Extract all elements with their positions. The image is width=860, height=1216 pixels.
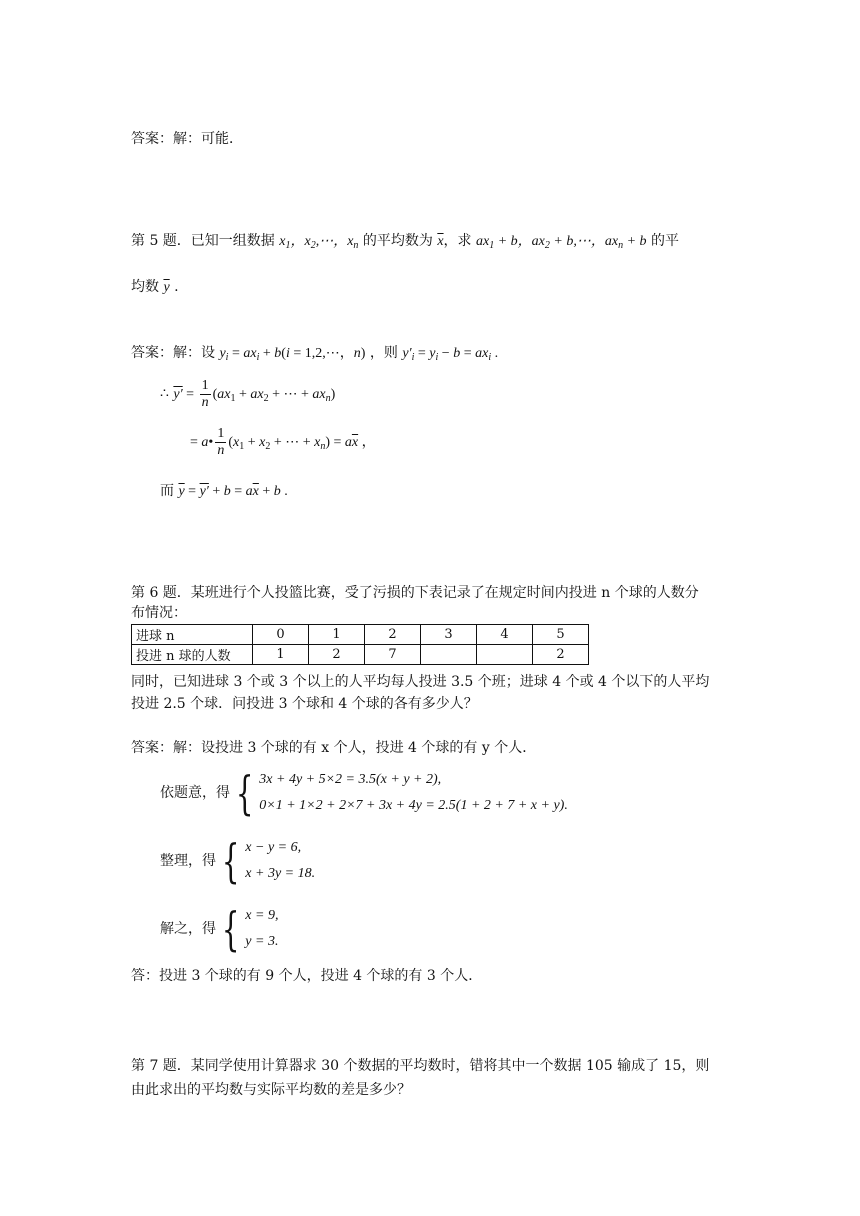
table-cell: 2 [365,625,421,645]
q5-xbar: $\overline{x}$ [437,234,444,249]
question-5-line-1 [131,231,679,252]
ans5-and: 而 [160,483,174,499]
table-cell: 1 [253,645,309,665]
ans6-eq-1a: 3x + 4y + 5×2 = 3.5(x + y + 2), [259,772,442,787]
left-brace: { [235,766,254,820]
ans5-eq1: y′ = $\frac{1}{n}$ ($ax_1 + ax_2$ + ⋯ + $ax_n$) [173,378,336,410]
score-table [131,624,589,665]
therefore-symbol: ∴ [160,385,169,402]
answer-5-line-1 [131,343,498,364]
ans5-eq3: $\overline{y} = y' + b = a\overline{x} + b$ . [178,484,288,499]
ans6-system-3 [160,903,278,955]
table-cell: 2 [533,645,589,665]
table-cell: 进球 n [132,625,253,645]
left-brace: { [221,834,240,888]
q6-line-3: 同时，已知进球 3 个或 3 个以上的人平均每人投进 3.5 个班；进球 4 个或 4 个以下的人平均 [131,674,710,690]
q5-line2: 均数 [131,279,159,295]
ans6-line-1: 答案：解：设投进 3 个球的有 x 个人，投进 4 个球的有 y 个人． [131,740,537,756]
q5-transformed-list: $ax_1 + b$，$ax_2$ + b,⋯，$ax_n + b$ [476,234,647,251]
ans6-system-2 [160,835,315,887]
ans6-eq-1b: 0×1 + 1×2 + 2×7 + 3x + 4y = 2.5(1 + 2 + 7 + x + y). [259,798,568,813]
ans6-label-3: 解之，得 [160,921,216,937]
table-cell: 7 [365,645,421,665]
table-cell: 0 [253,625,309,645]
ans5-def: $y_i = ax_i + b(i$ = 1,2,⋯，n) [219,346,366,363]
q5-mid: 的平均数为 [362,233,433,249]
ans6-eq-2a: x − y = 6, [245,840,302,855]
q6-line-4: 投进 2.5 个球．问投进 3 个球和 4 个球的各有多少人？ [131,696,478,712]
q6-line-2: 布情况： [131,605,187,621]
ans5-yprime: $y'_i = y_i - b = ax_i$ . [402,346,499,363]
q5-mid2: ，求 [443,233,472,249]
table-cell: 2 [309,645,365,665]
q5-ybar: $\overline{y}$ [163,280,170,295]
q6-line-1: 第 6 题．某班进行个人投篮比赛，受了污损的下表记录了在规定时间内投进 n 个球的人数分 [131,585,699,601]
answer-5-line-4 [160,481,288,502]
table-cell: 5 [533,625,589,645]
q7-line-1: 第 7 题．某同学使用计算器求 30 个数据的平均数时，错将其中一个数据 105 输成了 15，则 [131,1058,710,1074]
ans5-prefix: 答案：解：设 [131,345,215,361]
ans6-label-1: 依题意，得 [160,785,230,801]
q5-prefix: 第 5 题．已知一组数据 [131,233,275,249]
question-5-line-2: 均数 $\overline{y}$ . [131,279,179,295]
table-cell: 1 [309,625,365,645]
ans6-eq-3a: x = 9, [245,908,279,923]
q5-data-list: $x_1$，$x_2,\cdots$，$x_n$ [279,234,359,251]
ans5-mid: ，则 [369,345,398,361]
table-cell: 投进 n 球的人数 [132,645,253,665]
ans6-final: 答：投进 3 个球的有 9 个人，投进 4 个球的有 3 个人． [131,968,483,984]
table-cell: 4 [477,625,533,645]
q7-line-2: 由此求出的平均数与实际平均数的差是多少？ [131,1082,411,1098]
answer-4: 答案：解：可能． [131,131,243,147]
ans6-system-1 [160,767,568,819]
table-row [132,645,589,665]
ans6-label-2: 整理，得 [160,853,216,869]
answer-5-line-2 [160,378,335,411]
q5-end: 的平 [650,233,679,249]
table-cell [477,645,533,665]
table-cell: 3 [421,625,477,645]
table-row [132,625,589,645]
ans6-eq-3b: y = 3. [245,934,279,949]
answer-5-line-3 [190,426,376,459]
ans5-eq2: = a• $\frac{1}{n}$ ($x_1 + x_2$ + ⋯ + $x_n) = a\overline{x}$ ， [190,426,376,458]
table-cell [421,645,477,665]
left-brace: { [221,902,240,956]
ans6-eq-2b: x + 3y = 18. [245,866,316,881]
